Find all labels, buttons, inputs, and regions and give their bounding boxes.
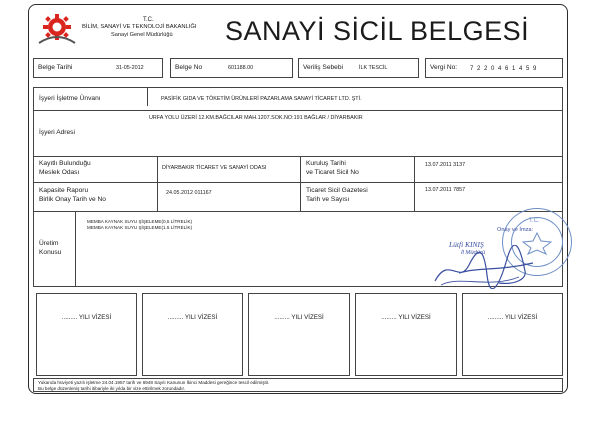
certificate-frame: [28, 4, 568, 394]
vize-label: ......... YILI VİZESİ: [381, 314, 431, 321]
footer-line-1: Yukarıda hüviyeti yazılı işletme 24.04.1957 tarih ve 6948 Sayılı Kanunun İkinci Maddesi gereğince tescil edilmiştir.: [38, 380, 270, 385]
adres-label: İşyeri Adresi: [39, 129, 75, 136]
row-divider: [33, 182, 563, 183]
belge-tarihi-label: Belge Tarihi: [38, 64, 73, 71]
column-divider: [157, 156, 158, 211]
vize-label: ......... YILI VİZESİ: [274, 314, 324, 321]
vize-label: ......... YILI VİZESİ: [61, 314, 112, 321]
signatory-name: Lütfi KINIŞ: [449, 240, 484, 249]
oda-label-line2: Meslek Odası: [39, 169, 80, 176]
belge-no-box: [170, 58, 293, 78]
oda-value: DİYARBAKIR TİCARET VE SANAYİ ODASI: [162, 165, 267, 171]
kurulus-value: 13.07.2011 3137: [425, 162, 466, 168]
oda-label-line1: Kayıtlı Bulunduğu: [39, 160, 91, 167]
kapasite-label-line2: Birlik Onay Tarih ve No: [39, 196, 106, 203]
header-directorate: Sanayi Genel Müdürlüğü: [111, 32, 173, 38]
uretim-item: MEMBA KAYNAK SUYU ŞİŞELEME(0,5 LİTRELİK): [87, 219, 193, 224]
vize-label: ......... YILI VİZESİ: [487, 314, 538, 321]
unvan-label: İşyeri İşletme Ünvanı: [39, 95, 101, 102]
vergi-no-box: [425, 58, 563, 78]
kapasite-label-line1: Kapasite Raporu: [39, 187, 89, 194]
row-divider: [33, 156, 563, 157]
vize-box: [355, 293, 457, 376]
gazete-value: 13.07.2011 7857: [425, 187, 466, 193]
header-tc: T.C.: [143, 17, 154, 23]
footer-box: [33, 378, 563, 392]
adres-value: URFA YOLU ÜZERİ 12.KM.BAĞCILAR MAH.1207.SOK.NO:191 BAĞLAR / DİYARBAKIR: [149, 115, 363, 121]
column-divider: [414, 156, 415, 182]
signature-note: Onay ve İmza:: [497, 227, 534, 233]
kurulus-label-line2: ve Ticaret Sicil No: [306, 169, 359, 176]
column-divider: [147, 87, 148, 106]
row-divider: [33, 110, 563, 111]
vize-box: [142, 293, 243, 376]
verilis-sebebi-box: [298, 58, 419, 78]
footer-line-2: Bu belge düzenleniş tarihi itibariyle iki yılda bir vize ettirilmek zorundadır.: [38, 386, 186, 391]
handwritten-signature: [429, 245, 539, 289]
column-divider: [75, 211, 76, 287]
document-title: SANAYİ SİCİL BELGESİ: [225, 16, 530, 46]
verilis-sebebi-value: İLK TESCİL: [359, 65, 388, 71]
belge-tarihi-value: 31-05-2012: [116, 65, 144, 71]
vize-box: [462, 293, 563, 376]
belge-no-value: 601188.00: [228, 65, 254, 71]
signatory-role: İl Müdürü: [461, 250, 486, 256]
vergi-no-label: Vergi No:: [430, 64, 458, 71]
uretim-label-line1: Üretim: [39, 240, 59, 247]
vize-box: [248, 293, 350, 376]
ministry-gear-logo-icon: [37, 13, 77, 45]
header-ministry: BİLİM, SANAYİ VE TEKNOLOJİ BAKANLIĞI: [82, 24, 197, 30]
column-divider: [414, 182, 415, 211]
vize-label: ......... YILI VİZESİ: [167, 314, 218, 321]
kapasite-value: 24.05.2012 011167: [166, 190, 212, 196]
uretim-label-line2: Konusu: [39, 249, 62, 256]
gazete-label-line2: Tarih ve Sayısı: [306, 196, 350, 203]
gazete-label-line1: Ticaret Sicil Gazetesi: [306, 187, 368, 194]
unvan-value: PASİFİK GIDA VE TÖKETİM ÜRÜNLERİ PAZARLAMA SANAYİ TİCARET LTD. ŞTİ.: [161, 96, 362, 102]
belge-no-label: Belge No: [175, 64, 203, 71]
uretim-item: MEMBA KAYNAK SUYU ŞİŞELEME(1.5 LİTRELİK): [87, 225, 193, 230]
row-divider: [33, 211, 563, 212]
column-divider: [300, 156, 301, 211]
vergi-no-value: 7 2 2 0 4 6 1 4 5 9: [470, 65, 538, 72]
belge-tarihi-box: [33, 58, 163, 78]
stamp-text: T.C.: [529, 218, 540, 224]
kurulus-label-line1: Kuruluş Tarihi: [306, 160, 346, 167]
vize-box: [36, 293, 137, 376]
verilis-sebebi-label: Veriliş Sebebi: [303, 64, 343, 71]
